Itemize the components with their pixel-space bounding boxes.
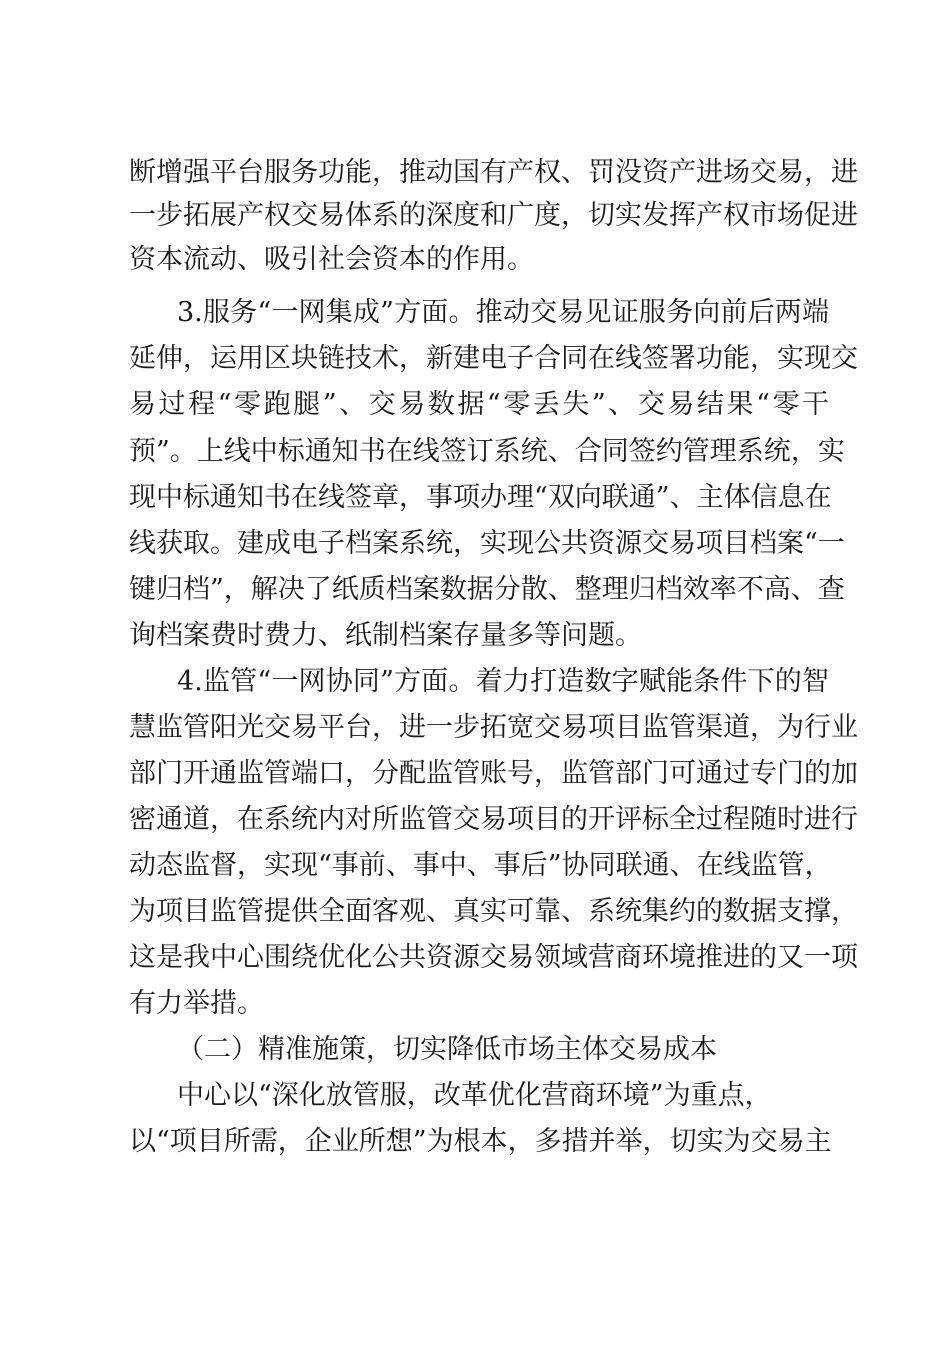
paragraph-line: 有力举措。	[129, 988, 264, 1019]
paragraph-line: 一步拓展产权交易体系的深度和广度，切实发挥产权市场促进	[129, 200, 858, 231]
paragraph-line: 断增强平台服务功能，推动国有产权、罚没资产进场交易，进	[129, 157, 858, 188]
paragraph-line: 这是我中心围绕优化公共资源交易领域营商环境推进的又一项	[129, 942, 858, 973]
paragraph-line: 线获取。建成电子档案系统，实现公共资源交易项目档案“一	[129, 528, 845, 559]
paragraph-line: 中心以“深化放管服，改革优化营商环境”为重点，	[177, 1080, 772, 1111]
section-3-heading-line: 3.服务“一网集成”方面。推动交易见证服务向前后两端	[177, 297, 829, 328]
section-heading: （二）精准施策，切实降低市场主体交易成本	[177, 1034, 717, 1065]
paragraph-line: 部门开通监管端口，分配监管账号，监管部门可通过专门的加	[129, 758, 858, 789]
paragraph-line: 预”。上线中标通知书在线签订系统、合同签约管理系统，实	[129, 436, 845, 467]
paragraph-line: 为项目监管提供全面客观、真实可靠、系统集约的数据支撑，	[129, 896, 858, 927]
paragraph-line: 键归档”，解决了纸质档案数据分散、整理归档效率不高、查	[129, 574, 845, 605]
paragraph-line: 延伸，运用区块链技术，新建电子合同在线签署功能，实现交	[129, 343, 858, 374]
paragraph-line: 现中标通知书在线签章，事项办理“双向联通”、主体信息在	[129, 482, 832, 513]
paragraph-line: 慧监管阳光交易平台，进一步拓宽交易项目监管渠道，为行业	[129, 712, 858, 743]
paragraph-line: 资本流动、吸引社会资本的作用。	[129, 244, 534, 275]
paragraph-line: 询档案费时费力、纸制档案存量多等问题。	[129, 620, 642, 651]
paragraph-line: 易过程“零跑腿”、交易数据“零丢失”、交易结果“零干	[129, 389, 829, 420]
paragraph-line: 以“项目所需，企业所想”为根本，多措并举，切实为交易主	[129, 1126, 832, 1157]
section-4-heading-line: 4.监管“一网协同”方面。着力打造数字赋能条件下的智	[177, 666, 829, 697]
paragraph-line: 密通道，在系统内对所监管交易项目的开评标全过程随时进行	[129, 804, 858, 835]
paragraph-line: 动态监督，实现“事前、事中、事后”协同联通、在线监管，	[129, 850, 832, 881]
